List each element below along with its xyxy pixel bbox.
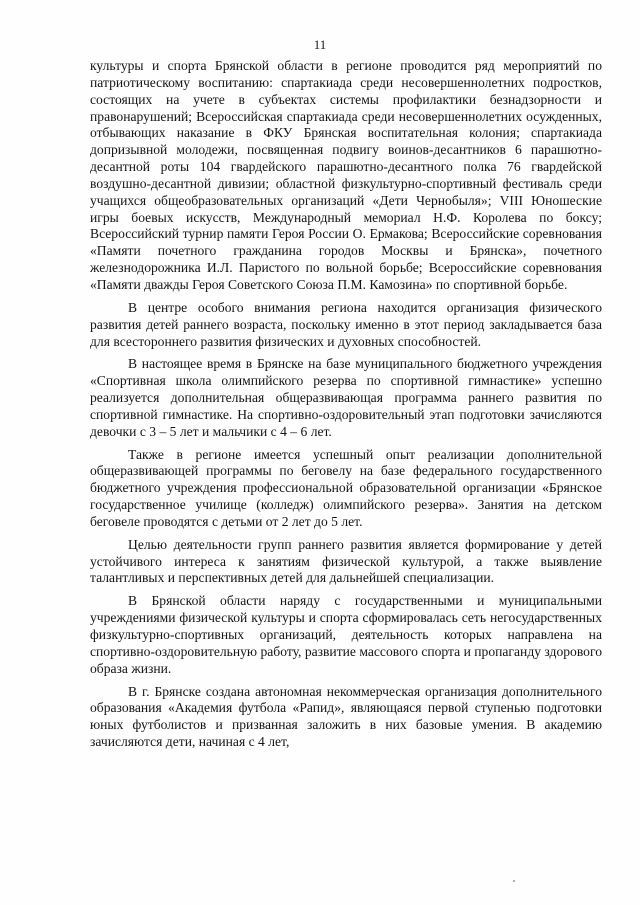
paragraph-2: В центре особого внимания региона находится организация физического развития детей раннего возраста, поскольку именно в этот период закладывается база для всестороннего развития физических и духовных способностей.	[90, 299, 602, 349]
paragraph-6: В Брянской области наряду с государственными и муниципальными учреждениями физической культуры и спорта сформировалась сеть негосударственных физкультурно-спортивных организаций, деятельность которых направлена на спортивно-оздоровительную работу, развитие массового спорта и пропаганду здорового образа жизни.	[90, 593, 603, 676]
page-number: 11	[313, 37, 327, 52]
paragraph-4: Также в регионе имеется успешный опыт реализации дополнительной общеразвивающей программы по беговелу на базе федерального государственного бюджетного учреждения профессиональной образовательной организации «Брянское государственное училище (колледж) олимпийского резерва». Занятия на детском беговеле проводятся с детьми от 2 лет до 5 лет.	[90, 446, 602, 529]
paragraph-1: культуры и спорта Брянской области в регионе проводится ряд мероприятий по патриотическому воспитанию: спартакиада среди несовершеннолетних подростков, состоящих на учете в субъектах системы профилактики безнадзорности и правонарушений; Всероссийская спартакиада среди несовершеннолетних осужденных, отбывающих наказание в ФКУ Брянская воспитательная колония; спартакиада допризывной молодежи, посвященная подвигу воинов-десантников 6 парашютно-десантной роты 104 гвардейского парашютно-десантного полка 76 гвардейской воздушно-десантной дивизии; областной физкультурно-спортивный фестиваль среди учащихся общеобразовательных организаций «Дети Чернобыля»; VIII Юношеские игры боевых искусств, Международный мемориал Н.Ф. Королева по боксу; Всероссийский турнир памяти Героя России О. Ермакова; Всероссийские соревнования «Памяти почетного гражданина городов Москвы и Брянска», почетного железнодорожника И.Л. Паристого по вольной борьбе; Всероссийские соревнования «Памяти дважды Героя Советского Союза П.М. Камозина» по спортивной борьбе.	[90, 58, 602, 292]
scan-speck	[513, 880, 515, 882]
paragraph-7: В г. Брянске создана автономная некоммерческая организация дополнительного образования «Академия футбола «Рапид», являющаяся первой ступенью подготовки юных футболистов и призванная заложить в них базовые умения. В академию зачисляются дети, начиная с 4 лет,	[90, 683, 602, 750]
paragraph-5: Целью деятельности групп раннего развития является формирование у детей устойчивого интереса к занятиям физической культурой, а также выявление талантливых и перспективных детей для дальнейшей специализации.	[90, 536, 602, 586]
paragraph-3: В настоящее время в Брянске на базе муниципального бюджетного учреждения «Спортивная школа олимпийского резерва по спортивной гимнастике» успешно реализуется дополнительная общеразвивающая программа раннего развития по спортивной гимнастике. На спортивно-оздоровительный этап подготовки зачисляются девочки с 3 – 5 лет и мальчики с 4 – 6 лет.	[90, 356, 602, 439]
document-body	[90, 58, 602, 751]
